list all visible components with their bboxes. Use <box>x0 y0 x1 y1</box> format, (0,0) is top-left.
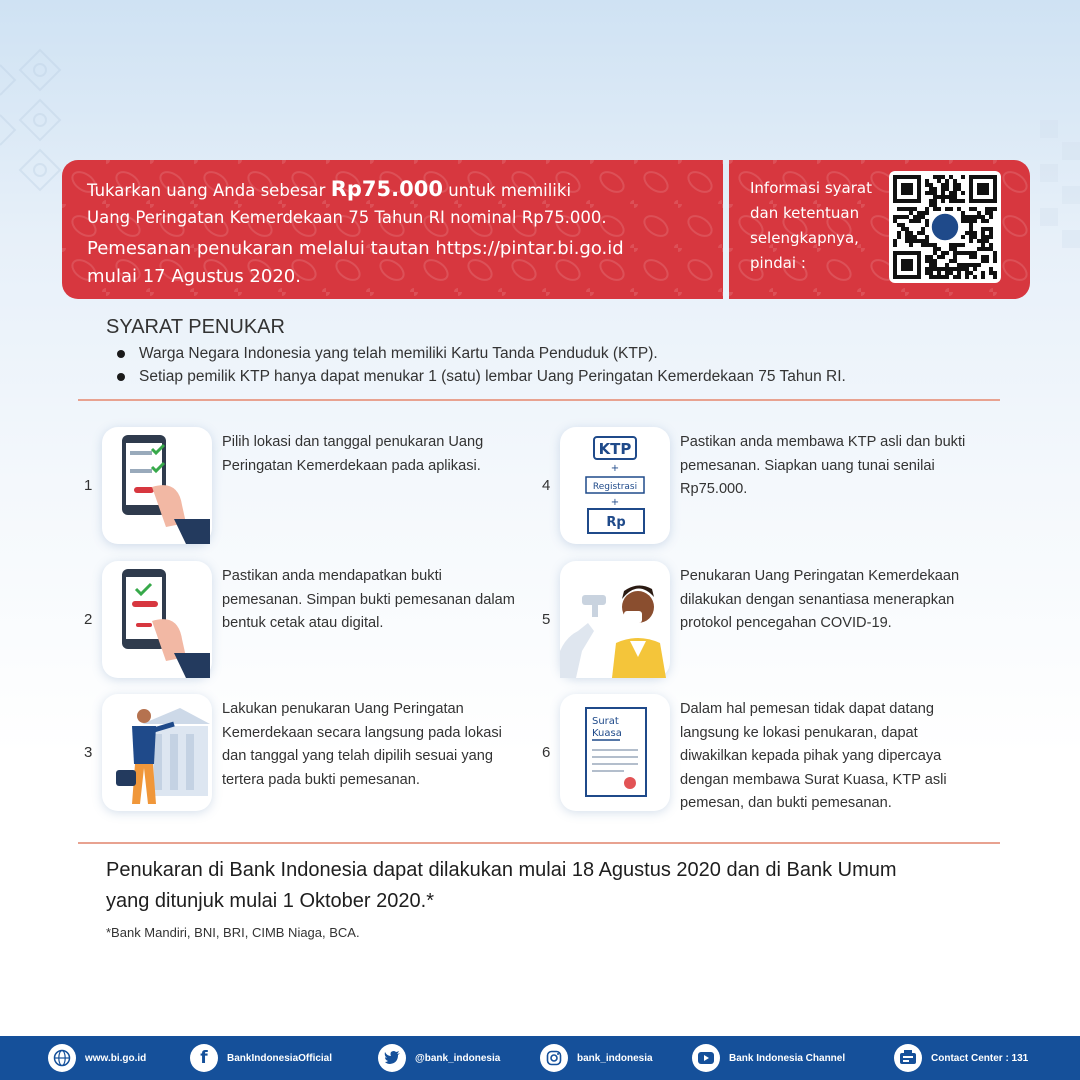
step-number: 5 <box>542 611 551 628</box>
banner-line2: Uang Peringatan Kemerdekaan 75 Tahun RI nominal Rp75.000. <box>87 208 607 227</box>
syarat-item: Setiap pemilik KTP hanya dapat menukar 1 (satu) lembar Uang Peringatan Kemerdekaan 75 Tahun RI. <box>117 365 846 388</box>
footer-contact-center[interactable] <box>894 1036 1028 1080</box>
footer-label: Contact Center : 131 <box>931 1052 1029 1064</box>
step-number: 3 <box>84 744 93 761</box>
step-text: Lakukan penukaran Uang Peringatan Kemerdekaan secara langsung pada lokasi dan tanggal yang telah dipilih sesuai yang tertera pada bukti pemesanan. <box>222 701 502 788</box>
footer-instagram[interactable] <box>540 1036 653 1080</box>
footer-label: Bank Indonesia Channel <box>729 1052 846 1064</box>
surat-label: Surat <box>592 716 619 727</box>
syarat-title: SYARAT PENUKAR <box>106 316 285 338</box>
phone-confirm-icon <box>102 561 212 678</box>
person-bank-icon <box>102 694 212 811</box>
bottom-note <box>106 855 986 917</box>
qr-code[interactable] <box>889 171 1001 283</box>
footer-facebook[interactable] <box>190 1036 332 1080</box>
step-text: Dalam hal pemesan tidak dapat datang langsung ke lokasi penukaran, dapat diwakilkan kepada pihak yang dipercaya dengan membawa Surat Kuasa, KTP asli pemesan, dan bukti pemesanan. <box>680 701 947 811</box>
step-5 <box>542 561 1000 681</box>
syarat-list <box>117 342 846 388</box>
banner-link-line[interactable]: Pemesanan penukaran melalui tautan https://pintar.bi.go.id <box>87 238 624 259</box>
banner-amount: Rp75.000 <box>330 177 443 201</box>
scan-instruction <box>750 176 872 276</box>
plus-sign: + <box>610 497 620 508</box>
plus-sign: + <box>610 463 620 474</box>
step-number: 4 <box>542 477 551 494</box>
phone-checklist-icon <box>102 427 212 544</box>
bottom-note-line1: Penukaran di Bank Indonesia dapat dilakukan mulai 18 Agustus 2020 dan di Bank Umum <box>106 859 897 881</box>
youtube-icon <box>692 1044 720 1072</box>
banner-line1-prefix: Tukarkan uang Anda sebesar <box>87 181 331 200</box>
info-banner <box>62 160 1030 299</box>
surat-kuasa-icon <box>560 694 670 811</box>
syarat-item: Warga Negara Indonesia yang telah memiliki Kartu Tanda Penduduk (KTP). <box>117 342 846 365</box>
qr-code-icon <box>893 175 997 279</box>
registrasi-label: Registrasi <box>592 482 638 492</box>
scan-line-1: Informasi syarat <box>750 179 872 197</box>
step-number: 1 <box>84 477 93 494</box>
footnote: *Bank Mandiri, BNI, BRI, CIMB Niaga, BCA. <box>106 925 360 940</box>
footer-label: BankIndonesiaOfficial <box>227 1052 333 1064</box>
step-text: Pastikan anda membawa KTP asli dan bukti pemesanan. Siapkan uang tunai senilai Rp75.000. <box>680 434 966 497</box>
step-text: Pastikan anda mendapatkan bukti pemesanan. Simpan bukti pemesanan dalam bentuk cetak atau digital. <box>222 568 515 631</box>
step-text: Penukaran Uang Peringatan Kemerdekaan dilakukan dengan senantiasa menerapkan protokol pencegahan COVID-19. <box>680 568 960 631</box>
footer-twitter[interactable] <box>378 1036 500 1080</box>
divider-bottom <box>78 842 1000 844</box>
step-6 <box>542 694 1000 814</box>
facebook-icon: f <box>190 1044 218 1072</box>
instagram-icon <box>540 1044 568 1072</box>
step-4 <box>542 427 1000 547</box>
banner-date-line: mulai 17 Agustus 2020. <box>87 266 301 287</box>
banner-line1-suffix: untuk memiliki <box>442 181 572 200</box>
divider-top <box>78 399 1000 401</box>
banner-side-panel <box>729 160 1030 299</box>
globe-icon <box>48 1044 76 1072</box>
ktp-registrasi-rp-icon <box>560 427 670 544</box>
ktp-label: KTP <box>598 440 632 458</box>
footer-label: bank_indonesia <box>577 1052 653 1064</box>
step-text: Pilih lokasi dan tanggal penukaran Uang Peringatan Kemerdekaan pada aplikasi. <box>222 434 484 474</box>
footer-label: @bank_indonesia <box>415 1052 501 1064</box>
kuasa-label: Kuasa <box>592 728 622 739</box>
twitter-icon <box>378 1044 406 1072</box>
banner-main-panel <box>62 160 723 299</box>
step-number: 2 <box>84 611 93 628</box>
footer-label: www.bi.go.id <box>85 1052 147 1064</box>
footer-bar <box>0 1036 1080 1080</box>
footer-youtube[interactable] <box>692 1036 845 1080</box>
scan-line-2: dan ketentuan <box>750 204 860 222</box>
bottom-note-line2: yang ditunjuk mulai 1 Oktober 2020.* <box>106 890 434 912</box>
step-2 <box>84 561 542 681</box>
footer-website[interactable] <box>48 1036 146 1080</box>
temperature-check-icon <box>560 561 670 678</box>
scan-line-4: pindai : <box>750 254 806 272</box>
step-1 <box>84 427 542 547</box>
step-3 <box>84 694 542 814</box>
step-number: 6 <box>542 744 551 761</box>
rp-label: Rp <box>606 515 626 530</box>
scan-line-3: selengkapnya, <box>750 229 859 247</box>
contact-center-icon <box>894 1044 922 1072</box>
